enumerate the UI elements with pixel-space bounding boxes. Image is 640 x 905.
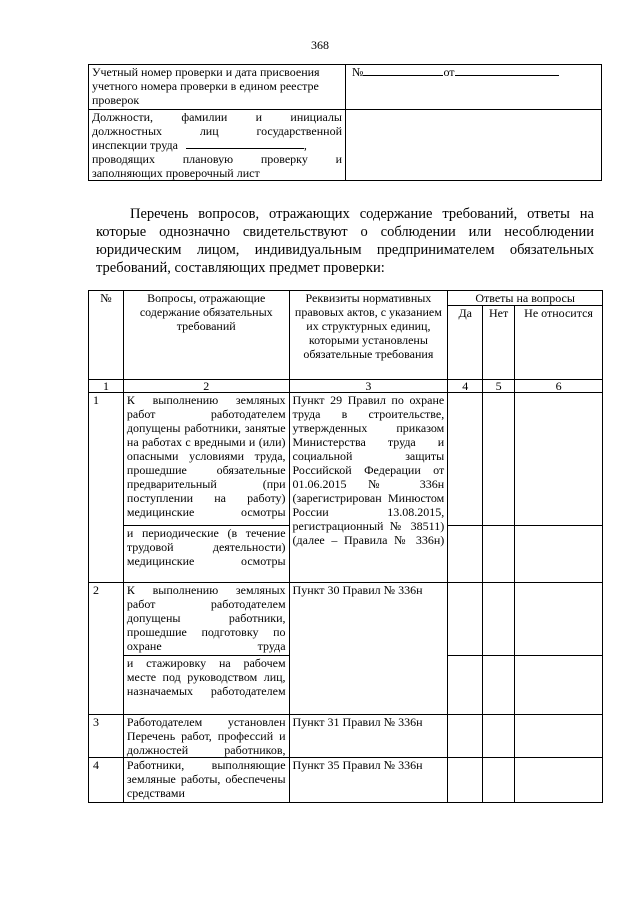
answer-na-cell[interactable] bbox=[515, 583, 603, 656]
table-row bbox=[89, 393, 603, 526]
date-from-label: от bbox=[443, 65, 455, 79]
table-row bbox=[89, 110, 602, 181]
registry-number-label: Учетный номер проверки и дата присвоения учетного номера проверки в едином реестре проверок bbox=[89, 65, 346, 110]
header-requisites: Реквизиты нормативных правовых актов, с указанием их структурных единиц, которыми установлены обязательные требования bbox=[289, 291, 448, 380]
column-number: 3 bbox=[289, 380, 448, 393]
header-no: Нет bbox=[483, 306, 515, 380]
column-number: 2 bbox=[123, 380, 289, 393]
answer-na-cell[interactable] bbox=[515, 526, 603, 583]
page-number: 368 bbox=[311, 38, 329, 52]
date-blank bbox=[455, 65, 559, 76]
answer-na-cell[interactable] bbox=[515, 758, 603, 803]
table-row bbox=[89, 65, 602, 110]
inspectors-label-text: инспекции труда bbox=[92, 138, 178, 152]
inspection-info-table bbox=[88, 64, 602, 181]
answer-yes-cell[interactable] bbox=[448, 656, 483, 715]
row-number: 2 bbox=[89, 583, 124, 715]
header-questions: Вопросы, отражающие содержание обязательных требований bbox=[123, 291, 289, 380]
answer-yes-cell[interactable] bbox=[448, 758, 483, 803]
answer-na-cell[interactable] bbox=[515, 656, 603, 715]
question-text: и периодические (в течение трудовой деятельности) медицинские осмотры bbox=[123, 526, 289, 583]
header-num: № bbox=[89, 291, 124, 380]
answer-na-cell[interactable] bbox=[515, 393, 603, 526]
inspectors-field bbox=[346, 110, 602, 181]
inspectors-label-line: заполняющих проверочный лист bbox=[92, 166, 260, 180]
checklist-intro: Перечень вопросов, отражающих содержание требований, ответы на которые однозначно свидетельствуют о соблюдении или несоблюдении юридическим лицом, индивидуальным предпринимателем обязательных требований, составляющих предмет проверки: bbox=[96, 206, 594, 276]
answer-na-cell[interactable] bbox=[515, 715, 603, 758]
question-text: Работодателем установлен Перечень работ, профессий и должностей работников, bbox=[123, 715, 289, 758]
question-text: и стажировку на рабочем месте под руководством лиц, назначаемых работодателем bbox=[123, 656, 289, 715]
answer-no-cell[interactable] bbox=[483, 758, 515, 803]
answer-yes-cell[interactable] bbox=[448, 715, 483, 758]
answer-yes-cell[interactable] bbox=[448, 583, 483, 656]
inspectors-label-line: проводящих плановую проверку и bbox=[92, 152, 342, 166]
answer-yes-cell[interactable] bbox=[448, 526, 483, 583]
checklist-table bbox=[88, 290, 603, 803]
number-blank bbox=[363, 65, 443, 76]
question-text: К выполнению земляных работ работодателем допущены работники, занятые на работах с вредными и (или) опасными условиями труда, прошедшие обязательные предварительный (при поступлении на работу) медицинские осмотры bbox=[123, 393, 289, 526]
requisites-text: Пункт 30 Правил № 336н bbox=[289, 583, 448, 715]
number-sign: № bbox=[352, 65, 364, 79]
answer-no-cell[interactable] bbox=[483, 656, 515, 715]
table-row bbox=[89, 583, 603, 656]
row-number: 4 bbox=[89, 758, 124, 803]
header-yes: Да bbox=[448, 306, 483, 380]
answer-no-cell[interactable] bbox=[483, 583, 515, 656]
table-row bbox=[89, 715, 603, 758]
inspectors-blank bbox=[186, 138, 304, 149]
column-number: 4 bbox=[448, 380, 483, 393]
inspectors-label-line: Должности, фамилии и инициалы bbox=[92, 110, 342, 124]
question-text: К выполнению земляных работ работодателем допущены работники, прошедшие подготовку по охране труда bbox=[123, 583, 289, 656]
inspectors-label-line bbox=[92, 138, 342, 152]
inspectors-label bbox=[89, 110, 346, 181]
question-text: Работники, выполняющие земляные работы, обеспечены средствами bbox=[123, 758, 289, 803]
answer-no-cell[interactable] bbox=[483, 715, 515, 758]
table-row bbox=[89, 758, 603, 803]
requisites-text: Пункт 31 Правил № 336н bbox=[289, 715, 448, 758]
row-number: 1 bbox=[89, 393, 124, 583]
requisites-text: Пункт 35 Правил № 336н bbox=[289, 758, 448, 803]
column-number: 1 bbox=[89, 380, 124, 393]
column-numbers-row bbox=[89, 380, 603, 393]
registry-number-field bbox=[346, 65, 602, 110]
requisites-text: Пункт 29 Правил по охране труда в строительстве, утвержденных приказом Министерства труда и социальной защиты Российской Федерации от 01.06.2015 № 336н (зарегистрирован Минюстом России 13.08.2015, регистрационный № 38511) (далее – Правила № 336н) bbox=[289, 393, 448, 583]
column-number: 6 bbox=[515, 380, 603, 393]
answer-no-cell[interactable] bbox=[483, 393, 515, 526]
table-header-row bbox=[89, 291, 603, 306]
answer-yes-cell[interactable] bbox=[448, 393, 483, 526]
answer-no-cell[interactable] bbox=[483, 526, 515, 583]
inspectors-label-line: должностных лиц государственной bbox=[92, 124, 342, 138]
column-number: 5 bbox=[483, 380, 515, 393]
header-na: Не относится bbox=[515, 306, 603, 380]
header-answers: Ответы на вопросы bbox=[448, 291, 603, 306]
row-number: 3 bbox=[89, 715, 124, 758]
comma: , bbox=[303, 138, 307, 152]
